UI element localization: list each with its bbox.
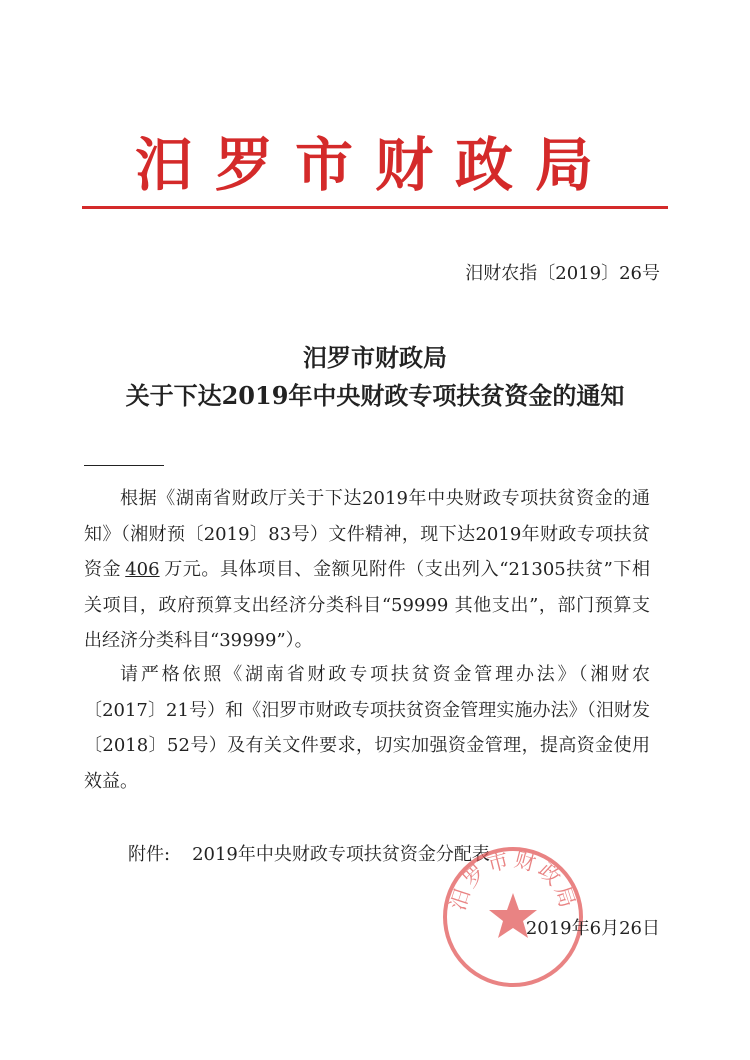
attachment-label: 附件:	[128, 844, 171, 865]
body-paragraph-2: 请严格依照《湖南省财政专项扶贫资金管理办法》（湘财农〔2017〕21号）和《汨罗市财政专项扶贫资金管理实施办法》（汨财发〔2018〕52号）及有关文件要求，切实加强资金管理，提高资金使用效益。	[84, 664, 650, 792]
letterhead-title: 汨罗市财政局	[134, 131, 615, 199]
body-paragraph-1-part-a: 根据《湖南省财政厅关于下达2019年中央财政专项扶贫资金的通知》（湘财预〔2019〕83号）文件精神，现下达2019年财政专项扶贫资金	[84, 488, 650, 580]
addressee-blank-line	[84, 461, 164, 466]
attachment-line	[128, 840, 490, 866]
fund-amount: 406	[125, 559, 160, 580]
notice-title-line1: 汨罗市财政局	[303, 343, 447, 372]
attachment-title: 2019年中央财政专项扶贫资金分配表	[192, 844, 490, 865]
notice-title-line2: 关于下达2019年中央财政专项扶贫资金的通知	[125, 381, 625, 410]
issue-date: 2019年6月26日	[525, 918, 660, 939]
letterhead-divider	[82, 206, 668, 209]
body-paragraph-1-part-b: 万元。具体项目、金额见附件（支出列入“21305扶贫”下相关项目，政府预算支出经济分类科目“59999 其他支出”，部门预算支出经济分类科目“39999”）。	[84, 559, 650, 651]
document-number: 汨财农指〔2019〕26号	[465, 263, 660, 284]
body-paragraph-1	[84, 481, 650, 659]
seal-text: 汨罗市财政局	[445, 847, 581, 914]
